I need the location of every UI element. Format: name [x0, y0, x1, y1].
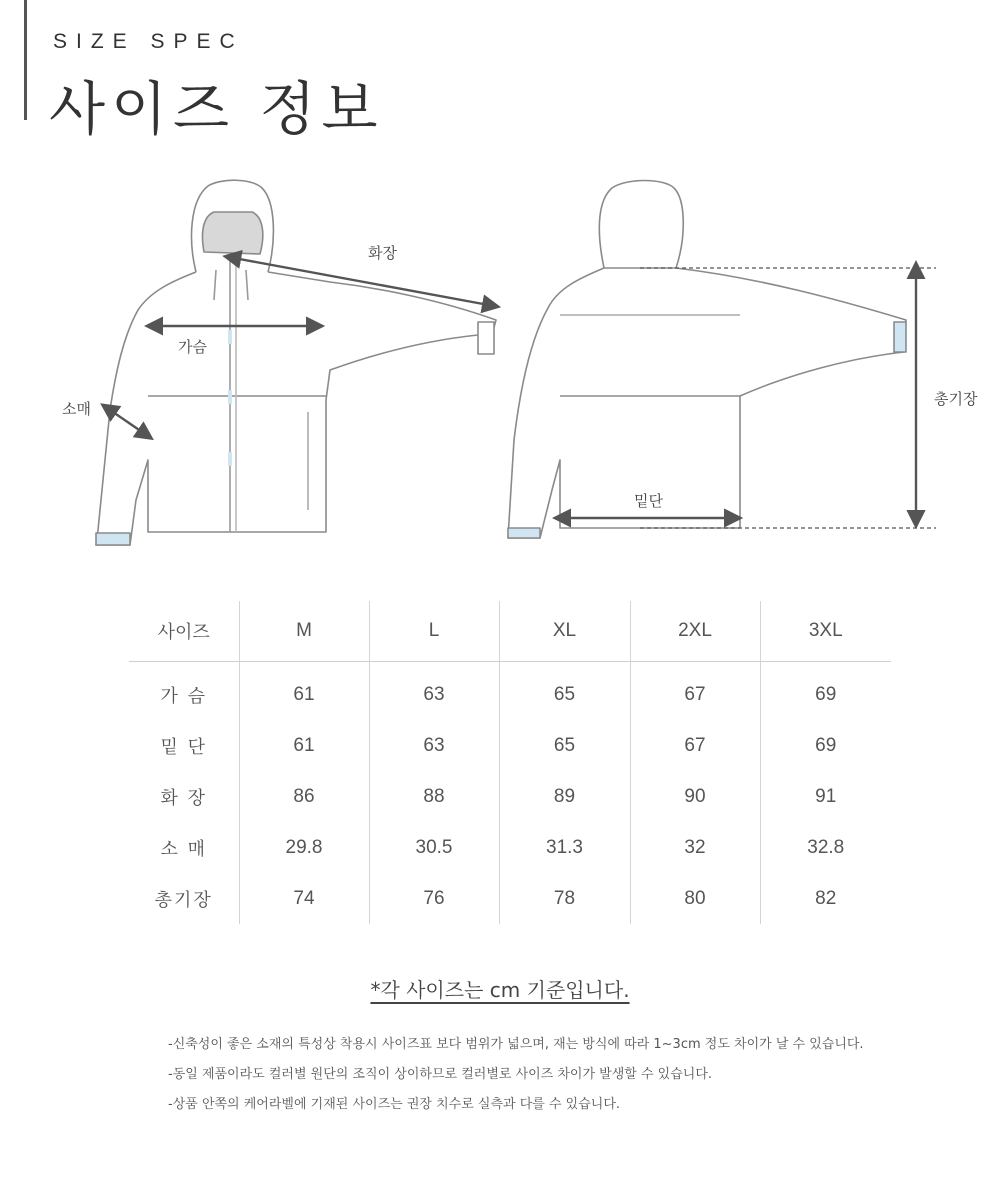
- table-cell: 67: [630, 661, 760, 720]
- column-header: L: [369, 601, 499, 661]
- table-cell: 74: [239, 873, 369, 924]
- guide-lines: [640, 268, 936, 528]
- row-label: 밑 단: [160, 736, 207, 758]
- table-cell: 61: [239, 720, 369, 771]
- column-header: 사이즈: [129, 601, 239, 661]
- row-label: 가 슴: [160, 685, 207, 707]
- table-cell: 69: [760, 661, 891, 720]
- table-cell: 63: [369, 661, 499, 720]
- note-item: -상품 안쪽의 케어라벨에 기재된 사이즈는 권장 치수로 실측과 다를 수 있습니다.: [168, 1097, 621, 1112]
- table-row: [129, 661, 891, 720]
- table-cell: 65: [499, 661, 630, 720]
- table-cell: 80: [630, 873, 760, 924]
- label-sleeve-length: 화장: [368, 244, 397, 262]
- column-header: XL: [499, 601, 630, 661]
- table-cell: 78: [499, 873, 630, 924]
- back-jacket: [508, 181, 906, 539]
- table-cell: 63: [369, 720, 499, 771]
- label-total-length: 총기장: [934, 390, 978, 408]
- table-cell: 91: [760, 771, 891, 822]
- table-cell: 29.8: [239, 822, 369, 873]
- sleeve-length-arrow: [234, 258, 494, 306]
- unit-note: [0, 974, 1000, 1003]
- table-cell: 30.5: [369, 822, 499, 873]
- row-label: 총기장: [154, 889, 213, 911]
- row-label: 소 매: [160, 838, 207, 860]
- note-item: -동일 제품이라도 컬러별 원단의 조직이 상이하므로 컬러별로 사이즈 차이가 발생할 수 있습니다.: [168, 1067, 713, 1082]
- table-cell: 89: [499, 771, 630, 822]
- page-title: 사이즈 정보: [49, 75, 384, 143]
- table-row: [129, 822, 891, 873]
- table-cell: 61: [239, 661, 369, 720]
- size-table-container: [129, 601, 891, 924]
- row-label: 화 장: [160, 787, 207, 809]
- table-cell: 82: [760, 873, 891, 924]
- section-header: [24, 0, 384, 143]
- jacket-illustration: [0, 160, 1000, 560]
- note-item: -신축성이 좋은 소재의 특성상 착용시 사이즈표 보다 범위가 넓으며, 재는 방식에 따라 1~3cm 정도 차이가 날 수 있습니다.: [168, 1037, 864, 1052]
- label-hem: 밑단: [634, 492, 663, 510]
- table-header-row: [129, 601, 891, 661]
- table-row: [129, 771, 891, 822]
- table-cell: 76: [369, 873, 499, 924]
- label-chest: 가슴: [178, 338, 207, 356]
- notes-list: [168, 1030, 928, 1120]
- table-cell: 32: [630, 822, 760, 873]
- size-table: [129, 601, 891, 924]
- column-header: 2XL: [630, 601, 760, 661]
- table-cell: 69: [760, 720, 891, 771]
- table-cell: 31.3: [499, 822, 630, 873]
- column-header: 3XL: [760, 601, 891, 661]
- sleeve-arrow: [110, 410, 148, 436]
- table-cell: 67: [630, 720, 760, 771]
- table-row: [129, 720, 891, 771]
- table-cell: 32.8: [760, 822, 891, 873]
- front-jacket: [96, 180, 496, 545]
- jacket-diagram: [0, 160, 1000, 560]
- table-cell: 88: [369, 771, 499, 822]
- column-header: M: [239, 601, 369, 661]
- table-cell: 86: [239, 771, 369, 822]
- unit-note-text: *각 사이즈는 cm 기준입니다.: [370, 978, 630, 1002]
- table-cell: 90: [630, 771, 760, 822]
- table-row: [129, 873, 891, 924]
- section-eyebrow: SIZE SPEC: [53, 30, 244, 53]
- table-cell: 65: [499, 720, 630, 771]
- label-sleeve: 소매: [62, 400, 91, 418]
